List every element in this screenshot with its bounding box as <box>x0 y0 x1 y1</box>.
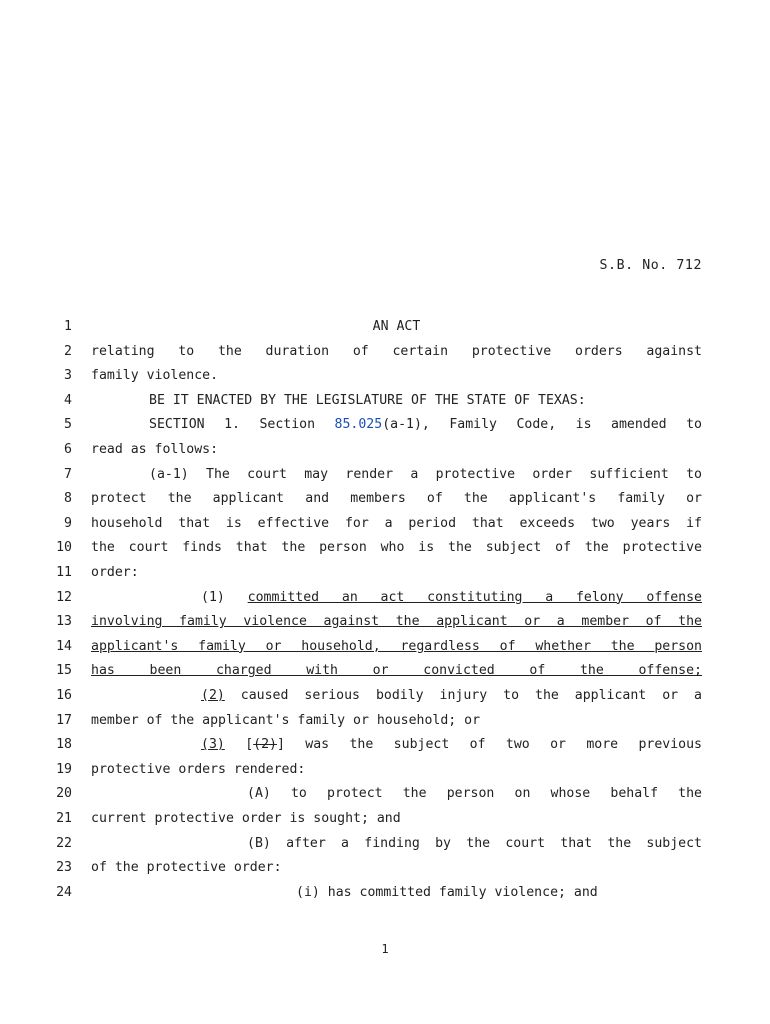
text-line <box>0 318 770 343</box>
text-segment: member of the applicant's family or household; or <box>91 712 481 728</box>
line-number: 18 <box>56 737 72 753</box>
bill-number: S.B. No. 712 <box>599 258 702 273</box>
text-line <box>0 761 770 786</box>
text-line <box>0 662 770 687</box>
line-number: 24 <box>56 884 72 900</box>
line-text <box>91 490 702 508</box>
text-segment: relating to the duration of certain protective orders against <box>91 343 702 359</box>
line-number: 22 <box>56 835 72 851</box>
text-segment: protective orders rendered: <box>91 761 306 777</box>
line-text <box>91 318 702 336</box>
line-number: 11 <box>56 565 72 580</box>
text-segment: (a-1), Family Code, is amended to <box>382 417 702 433</box>
text-line <box>0 441 770 466</box>
text-line <box>0 613 770 638</box>
inserted-text: committed an act constituting a felony offense <box>247 589 702 605</box>
text-line <box>0 835 770 860</box>
text-line <box>0 884 770 909</box>
line-number: 23 <box>56 860 72 876</box>
line-number: 1 <box>64 319 72 334</box>
text-line <box>0 515 770 540</box>
text-line <box>0 343 770 368</box>
line-number: 17 <box>56 712 72 728</box>
text-line <box>0 490 770 515</box>
text-segment: BE IT ENACTED BY THE LEGISLATURE OF THE STATE OF TEXAS: <box>149 392 586 408</box>
line-text <box>91 343 702 361</box>
line-text <box>91 539 702 557</box>
line-text <box>91 859 702 877</box>
line-text <box>149 392 702 410</box>
text-line <box>0 589 770 614</box>
line-text <box>296 884 702 902</box>
line-number: 3 <box>64 368 72 384</box>
line-text <box>91 662 702 680</box>
text-segment: (B) after a finding by the court that the subject <box>247 835 702 851</box>
deleted-text: (2) <box>253 737 277 753</box>
text-segment: AN ACT <box>372 319 421 334</box>
text-line <box>0 392 770 417</box>
code-section-link[interactable]: 85.025 <box>334 417 383 433</box>
inserted-text: (3) <box>201 737 225 753</box>
line-number: 13 <box>56 614 72 630</box>
inserted-text: (2) <box>201 688 225 703</box>
text-line <box>0 785 770 810</box>
line-number: 4 <box>64 392 72 408</box>
text-segment: current protective order is sought; and <box>91 811 401 826</box>
line-text <box>91 441 702 459</box>
line-number: 6 <box>64 442 72 457</box>
text-segment: read as follows: <box>91 442 219 457</box>
text-line <box>0 416 770 441</box>
inserted-text: applicant's family or household, regardless of whether the person <box>91 638 702 654</box>
text-segment: SECTION 1. Section <box>149 417 335 433</box>
line-text <box>91 761 702 779</box>
text-segment: order: <box>91 565 139 580</box>
line-text <box>149 466 702 484</box>
text-line <box>0 712 770 737</box>
text-segment: [ <box>224 737 254 753</box>
line-text <box>91 367 702 385</box>
line-number: 8 <box>64 491 72 507</box>
text-segment: ] was the subject of two or more previous <box>276 737 702 753</box>
text-line <box>0 367 770 392</box>
line-number: 9 <box>64 515 72 531</box>
line-text <box>91 564 702 582</box>
line-number: 19 <box>56 761 72 777</box>
text-segment: (i) has committed family violence; and <box>296 884 598 900</box>
text-line <box>0 736 770 761</box>
line-text <box>149 416 702 434</box>
line-text <box>201 589 702 607</box>
line-text <box>91 638 702 656</box>
line-number: 5 <box>64 417 72 433</box>
line-text <box>201 687 702 705</box>
line-number: 7 <box>64 466 72 482</box>
line-number: 20 <box>56 786 72 802</box>
inserted-text: has been charged with or convicted of the offense; <box>91 663 702 679</box>
text-line <box>0 687 770 712</box>
line-number: 12 <box>56 589 72 605</box>
text-segment: of the protective order: <box>91 860 282 876</box>
text-segment: protect the applicant and members of the applicant's family or <box>91 491 702 507</box>
text-line <box>0 810 770 835</box>
text-segment: (a-1) The court may render a protective order sufficient to <box>149 466 702 482</box>
line-number: 15 <box>56 663 72 679</box>
page-number: 1 <box>381 942 389 956</box>
line-text <box>247 785 702 803</box>
line-number: 14 <box>56 638 72 654</box>
text-line <box>0 564 770 589</box>
text-segment: family violence. <box>91 368 219 384</box>
line-number: 10 <box>56 540 72 556</box>
text-line <box>0 859 770 884</box>
line-text <box>201 736 702 754</box>
text-segment: (A) to protect the person on whose behalf the <box>247 786 702 802</box>
line-text <box>91 515 702 533</box>
line-text <box>91 712 702 730</box>
line-text <box>91 613 702 631</box>
line-number: 2 <box>64 343 72 359</box>
text-segment: the court finds that the person who is the subject of the protective <box>91 540 702 556</box>
line-text <box>247 835 702 853</box>
text-line <box>0 638 770 663</box>
inserted-text: involving family violence against the applicant or a member of the <box>91 614 702 630</box>
text-segment: household that is effective for a period that exceeds two years if <box>91 515 702 531</box>
text-segment: (1) <box>201 589 248 605</box>
line-number: 16 <box>56 688 72 703</box>
text-line <box>0 539 770 564</box>
text-segment: caused serious bodily injury to the applicant or a <box>224 688 702 703</box>
line-text <box>91 810 702 828</box>
line-number: 21 <box>56 811 72 826</box>
text-line <box>0 466 770 491</box>
